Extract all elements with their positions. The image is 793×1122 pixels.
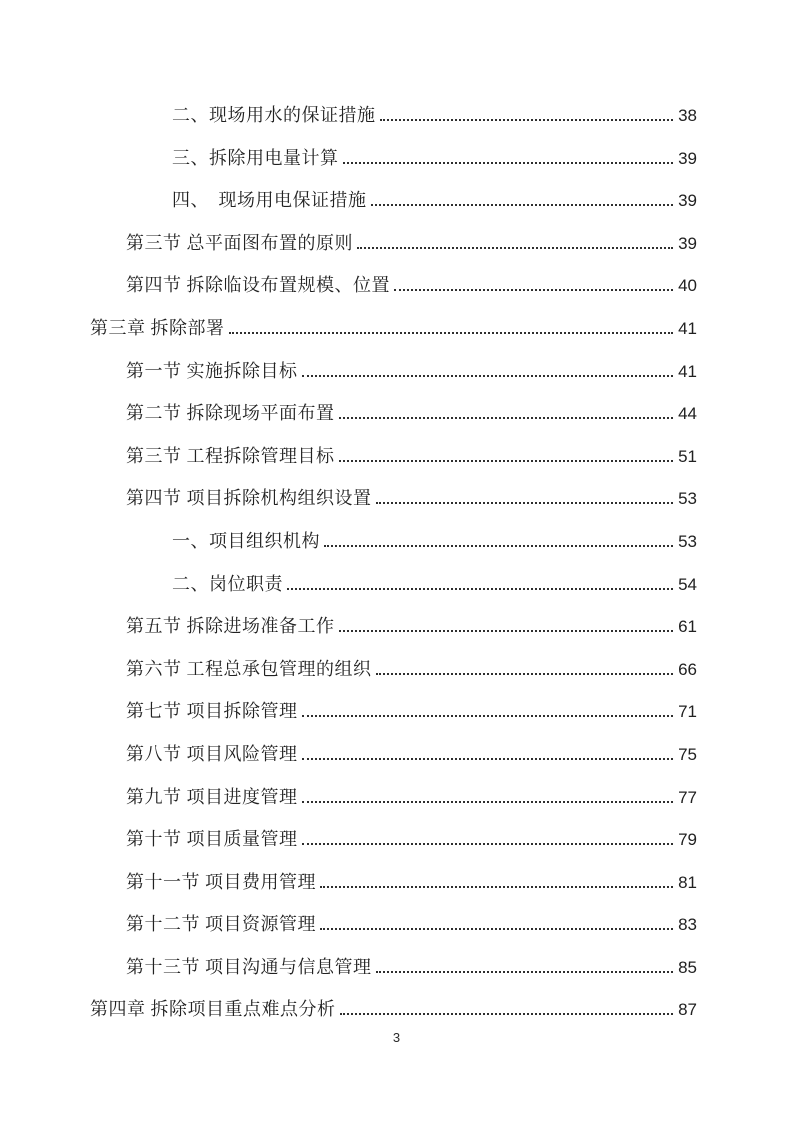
table-of-contents [90, 104, 697, 1041]
toc-entry-page-number: 85 [678, 957, 697, 977]
toc-entry[interactable] [90, 104, 697, 147]
toc-entry-label: 四、 现场用电保证措施 [172, 190, 367, 211]
toc-entry-page-number: 83 [678, 915, 697, 935]
toc-entry[interactable] [90, 786, 697, 829]
toc-entry-page-number: 75 [678, 744, 697, 764]
toc-entry[interactable] [90, 232, 697, 275]
toc-entry-page-number: 39 [678, 148, 697, 168]
toc-dot-leader [340, 1013, 674, 1015]
toc-dot-leader [357, 247, 673, 249]
toc-entry-label: 第九节 项目进度管理 [126, 786, 298, 807]
toc-entry[interactable] [90, 913, 697, 956]
toc-entry-page-number: 41 [678, 318, 697, 338]
toc-entry-page-number: 39 [678, 233, 697, 253]
toc-dot-leader [302, 758, 674, 760]
toc-entry-label: 第十二节 项目资源管理 [126, 914, 316, 935]
toc-entry-page-number: 61 [678, 617, 697, 637]
toc-entry-page-number: 54 [678, 574, 697, 594]
toc-entry-page-number: 51 [678, 446, 697, 466]
toc-entry[interactable] [90, 445, 697, 488]
toc-dot-leader [229, 332, 674, 334]
toc-entry[interactable] [90, 573, 697, 616]
toc-entry-label: 第十三节 项目沟通与信息管理 [126, 956, 372, 977]
footer-page-number: 3 [392, 1030, 401, 1045]
toc-entry-label: 三、拆除用电量计算 [172, 147, 339, 168]
toc-entry-label: 一、项目组织机构 [172, 530, 320, 551]
toc-entry-label: 第三章 拆除部署 [90, 317, 225, 338]
toc-entry-label: 第四章 拆除项目重点难点分析 [90, 999, 336, 1020]
toc-entry[interactable] [90, 828, 697, 871]
toc-entry[interactable] [90, 615, 697, 658]
page-footer [0, 1030, 793, 1045]
toc-dot-leader [302, 801, 674, 803]
toc-entry-label: 第十节 项目质量管理 [126, 829, 298, 850]
toc-entry[interactable] [90, 360, 697, 403]
toc-entry-label: 第三节 总平面图布置的原则 [126, 232, 353, 253]
toc-entry-label: 第四节 项目拆除机构组织设置 [126, 488, 372, 509]
toc-dot-leader [320, 928, 673, 930]
toc-entry-label: 第八节 项目风险管理 [126, 743, 298, 764]
toc-entry-page-number: 39 [678, 191, 697, 211]
toc-entry-page-number: 71 [678, 702, 697, 722]
toc-entry-label: 第七节 项目拆除管理 [126, 701, 298, 722]
toc-entry-page-number: 41 [678, 361, 697, 381]
toc-entry-label: 第五节 拆除进场准备工作 [126, 616, 335, 637]
toc-dot-leader [287, 588, 673, 590]
toc-entry-page-number: 44 [678, 404, 697, 424]
toc-dot-leader [380, 119, 674, 121]
toc-dot-leader [324, 545, 673, 547]
toc-entry-page-number: 79 [678, 830, 697, 850]
toc-entry-label: 第三节 工程拆除管理目标 [126, 445, 335, 466]
toc-entry[interactable] [90, 274, 697, 317]
toc-entry[interactable] [90, 189, 697, 232]
toc-entry[interactable] [90, 530, 697, 573]
toc-dot-leader [302, 715, 674, 717]
toc-entry[interactable] [90, 147, 697, 190]
toc-entry[interactable] [90, 317, 697, 360]
toc-entry[interactable] [90, 743, 697, 786]
toc-dot-leader [376, 673, 674, 675]
toc-entry-page-number: 53 [678, 489, 697, 509]
toc-entry-label: 第一节 实施拆除目标 [126, 360, 298, 381]
toc-dot-leader [302, 843, 674, 845]
toc-dot-leader [371, 204, 674, 206]
toc-entry-label: 第六节 工程总承包管理的组织 [126, 658, 372, 679]
toc-entry[interactable] [90, 402, 697, 445]
toc-entry[interactable] [90, 487, 697, 530]
toc-entry-page-number: 87 [678, 1000, 697, 1020]
toc-dot-leader [394, 289, 673, 291]
toc-dot-leader [339, 460, 674, 462]
toc-dot-leader [376, 502, 674, 504]
toc-dot-leader [339, 417, 674, 419]
toc-entry[interactable] [90, 871, 697, 914]
toc-dot-leader [376, 971, 674, 973]
toc-entry-page-number: 53 [678, 531, 697, 551]
toc-entry-page-number: 66 [678, 659, 697, 679]
toc-entry-label: 第十一节 项目费用管理 [126, 871, 316, 892]
toc-entry-label: 二、现场用水的保证措施 [172, 105, 376, 125]
toc-dot-leader [320, 886, 673, 888]
toc-entry-page-number: 38 [678, 106, 697, 125]
toc-entry[interactable] [90, 658, 697, 701]
toc-entry-label: 第二节 拆除现场平面布置 [126, 403, 335, 424]
toc-entry-page-number: 81 [678, 872, 697, 892]
toc-dot-leader [339, 630, 674, 632]
toc-entry-label: 第四节 拆除临设布置规模、位置 [126, 275, 390, 296]
toc-entry-label: 二、岗位职责 [172, 573, 283, 594]
toc-entry-page-number: 40 [678, 276, 697, 296]
toc-dot-leader [343, 162, 674, 164]
toc-entry[interactable] [90, 956, 697, 999]
toc-dot-leader [302, 375, 674, 377]
toc-entry[interactable] [90, 700, 697, 743]
toc-entry-page-number: 77 [678, 787, 697, 807]
